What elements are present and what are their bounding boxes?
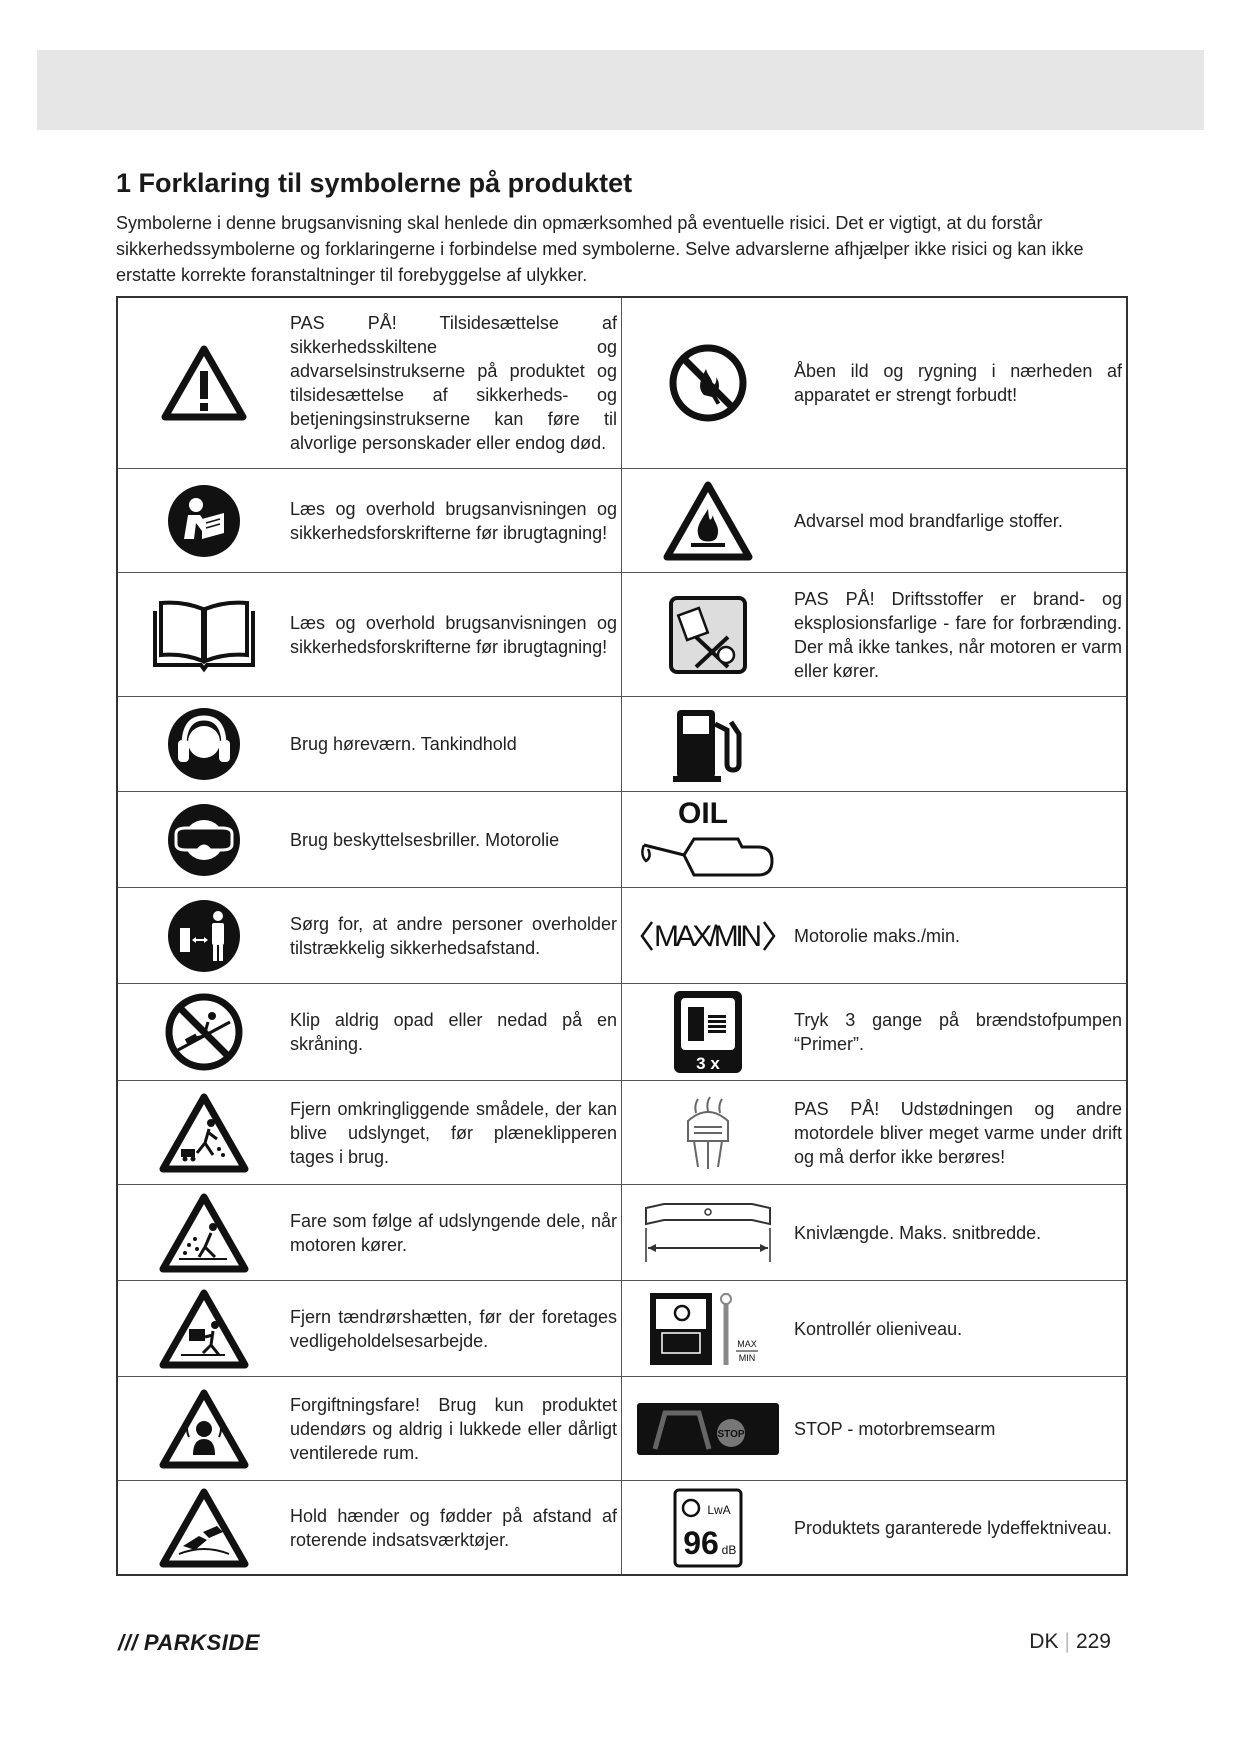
stop-label: STOP [717, 1428, 745, 1440]
max-min-label: MAX/MIN [654, 919, 762, 953]
table-row [118, 791, 1126, 887]
table-row [118, 983, 1126, 1080]
symbol-description: Advarsel mod brandfarlige stoffer. [794, 510, 1063, 531]
table-row [118, 887, 1126, 983]
stop-brake-lever-icon [622, 1377, 794, 1480]
symbol-description: Brug beskyttelsesbriller. Motorolie [290, 829, 560, 850]
keep-distance-icon [118, 888, 290, 983]
table-row [118, 696, 1126, 791]
toxic-fumes-warning-icon [118, 1377, 290, 1480]
symbol-description: Åben ild og rygning i nærheden af apparatet er strengt forbudt! [794, 361, 1122, 405]
symbol-description: Produktets garanterede lydeffektniveau. [794, 1517, 1112, 1538]
sound-value: 96 [683, 1524, 719, 1561]
lwa-label: LwA [707, 1502, 731, 1517]
remove-debris-warning-icon [118, 1081, 290, 1184]
oil-max-label: MAX [737, 1338, 757, 1349]
page-number: 229 [1075, 1630, 1111, 1653]
primer-count-label: 3 x [696, 1054, 720, 1073]
hot-surface-icon [622, 1081, 794, 1184]
blade-length-icon [622, 1185, 794, 1280]
sound-power-icon [622, 1481, 794, 1574]
symbol-description: Motorolie maks./min. [794, 925, 961, 946]
symbol-description: STOP - motorbremsearm [794, 1418, 996, 1439]
max-min-icon [622, 888, 794, 983]
page-title: 1 Forklaring til symbolerne på produktet [116, 168, 633, 198]
symbol-description: PAS PÅ! Driftsstoffer er brand- og eksplosionsfarlige - fare for forbrænding. Der må ikke tankes, når motoren er varm eller kører. [794, 588, 1122, 681]
page-footer: DK | 229 [1029, 1630, 1111, 1653]
symbol-description: Læs og overhold brugsanvisningen og sikkerhedsforskrifterne før ibrugtagning! [290, 612, 617, 657]
sound-unit: dB [721, 1542, 737, 1557]
oil-level-check-icon [622, 1281, 794, 1376]
fuel-explosive-icon [622, 573, 794, 696]
flying-objects-warning-icon [118, 1185, 290, 1280]
brand-logo [118, 1630, 260, 1656]
table-row [118, 298, 1126, 468]
intro-paragraph: Symbolerne i denne brugsanvisning skal henlede din opmærksomhed på eventuelle risici. Det er vigtigt, at du forstår sikkerhedssymbolerne og forklaringerne i forbindelse med symbolerne. Selve advarslerne afhjælper ikke risici og kan ikke erstatte korrekte foranstaltninger til forebyggelse af ulykker. [116, 213, 1084, 285]
header-band [37, 50, 1204, 130]
primer-press-icon [622, 984, 794, 1080]
table-row [118, 1280, 1126, 1376]
symbol-description: Fjern omkringliggende smådele, der kan blive udslynget, før plæneklipperen tages i brug. [290, 1098, 617, 1167]
no-slope-mowing-icon [118, 984, 290, 1080]
symbol-description: Fjern tændrørshætten, før der foretages vedligeholdelsesarbejde. [290, 1306, 617, 1351]
table-row [118, 468, 1126, 572]
warning-exclamation-icon [118, 298, 290, 468]
symbol-description: Knivlængde. Maks. snitbredde. [794, 1222, 1042, 1243]
symbol-description: Klip aldrig opad eller nedad på en skråning. [290, 1010, 617, 1054]
table-row [118, 1376, 1126, 1480]
brand-name: PARKSIDE [143, 1630, 260, 1655]
open-book-icon [118, 573, 290, 696]
brand-slashes: /// [118, 1630, 138, 1655]
table-row [118, 572, 1126, 696]
oil-label: OIL [678, 796, 728, 830]
symbol-description: Fare som følge af udslyngende dele, når motoren kører. [290, 1210, 617, 1255]
symbol-description: Sørg for, at andre personer overholder tilstrækkelig sikkerhedsafstand. [290, 913, 617, 958]
remove-spark-plug-warning-icon [118, 1281, 290, 1376]
no-open-flame-icon [622, 298, 794, 468]
symbol-table [116, 296, 1128, 1576]
oil-can-icon [622, 792, 794, 887]
symbol-description: Læs og overhold brugsanvisningen og sikkerhedsforskrifterne før ibrugtagning! [290, 498, 617, 543]
symbol-description: PAS PÅ! Udstødningen og andre motordele bliver meget varme under drift og må derfor ikke berøres! [794, 1098, 1122, 1167]
symbol-description: Tryk 3 gange på brændstofpumpen “Primer”. [794, 1010, 1122, 1054]
flammable-warning-icon [622, 469, 794, 572]
symbol-description: Forgiftningsfare! Brug kun produktet udendørs og aldrig i lukkede eller dårligt ventilerede rum. [290, 1394, 617, 1463]
table-row [118, 1480, 1126, 1574]
symbol-description: Brug høreværn. Tankindhold [290, 734, 517, 754]
language-code: DK [1029, 1630, 1059, 1653]
table-row [118, 1184, 1126, 1280]
read-manual-icon [118, 469, 290, 572]
table-row [118, 1080, 1126, 1184]
oil-min-label: MIN [738, 1352, 756, 1363]
safety-goggles-icon [118, 792, 290, 887]
ear-protection-icon [118, 697, 290, 791]
symbol-description: Hold hænder og fødder på afstand af roterende indsatsværktøjer. [290, 1505, 617, 1550]
symbol-description: Kontrollér olieniveau. [794, 1318, 963, 1339]
rotating-tools-warning-icon [118, 1481, 290, 1574]
fuel-pump-icon [622, 697, 794, 791]
symbol-description: PAS PÅ! Tilsidesættelse af sikkerhedsskiltene og advarselsinstrukserne på produktet og tilsidesættelse af sikkerheds- og betjeningsinstrukserne kan føre til alvorlige personskader eller endog død. [290, 313, 617, 453]
